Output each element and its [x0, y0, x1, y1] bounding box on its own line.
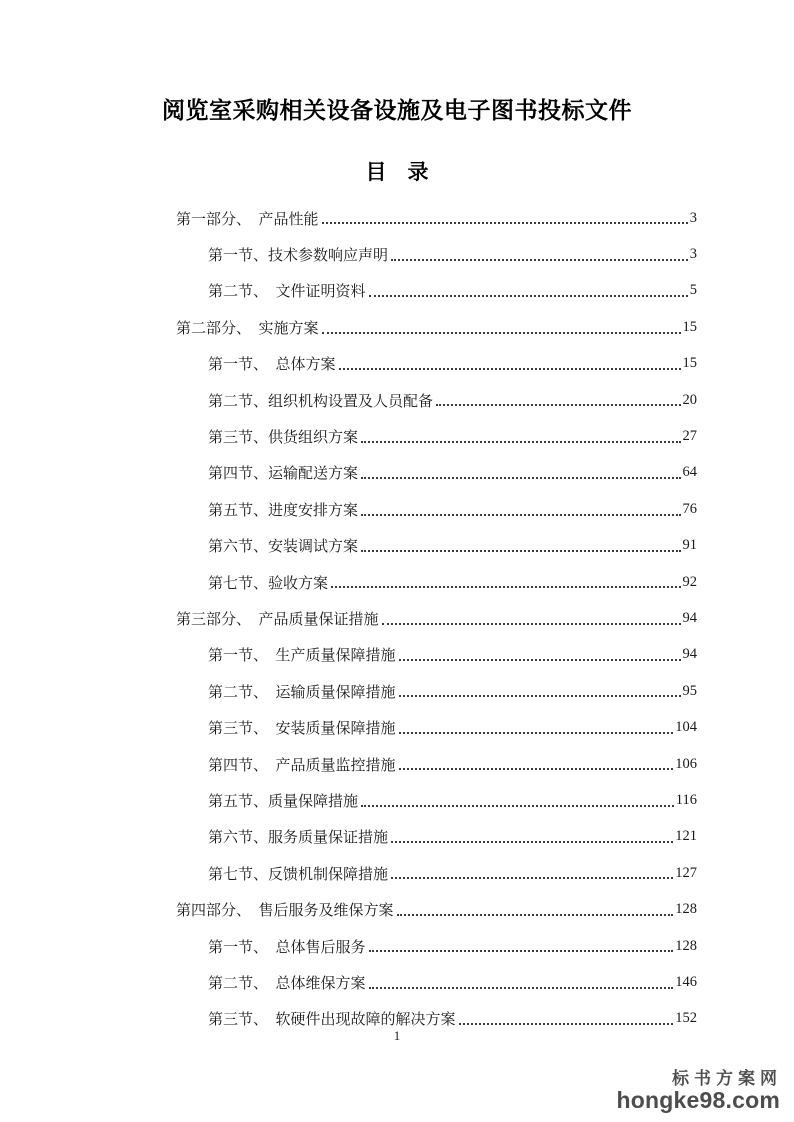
footer-page-number: 1 — [393, 1028, 401, 1043]
watermark — [617, 1070, 780, 1112]
dotted-leader — [369, 987, 674, 989]
toc-entry-label: 第四部分、 售后服务及维保方案 — [176, 903, 394, 920]
dotted-leader — [361, 514, 680, 516]
toc-entry[interactable] — [176, 346, 697, 382]
toc-entry[interactable] — [176, 236, 697, 272]
toc-entry[interactable] — [176, 746, 697, 782]
toc-entry[interactable] — [176, 455, 697, 491]
toc-entry-page-number: 20 — [682, 391, 697, 408]
dotted-leader — [331, 586, 680, 588]
toc-entry-page-number: 94 — [682, 609, 697, 626]
dotted-leader — [369, 950, 674, 952]
toc-entry[interactable] — [176, 855, 697, 891]
toc-entry-label: 第二节、 总体维保方案 — [208, 975, 366, 992]
toc-entry-page-number: 5 — [689, 282, 697, 299]
toc-entry-page-number: 127 — [675, 864, 697, 881]
dotted-leader — [391, 841, 673, 843]
toc-entry-page-number: 104 — [675, 719, 697, 736]
dotted-leader — [397, 914, 674, 916]
toc-entry-page-number: 152 — [675, 1010, 697, 1027]
toc-entry-page-number: 3 — [689, 209, 697, 226]
toc-entry-label: 第三部分、 产品质量保证措施 — [176, 611, 379, 628]
toc-entry-page-number: 94 — [682, 646, 697, 663]
toc-entry-label: 第四节、运输配送方案 — [208, 466, 359, 483]
toc-entry-page-number: 116 — [675, 791, 697, 808]
dotted-leader — [339, 368, 681, 370]
dotted-leader — [322, 222, 688, 224]
toc-entry-label: 第一节、 总体方案 — [208, 357, 336, 374]
dotted-leader — [361, 805, 674, 807]
dotted-leader — [391, 877, 673, 879]
toc-entry-label: 第一部分、 产品性能 — [176, 211, 319, 228]
dotted-leader — [361, 477, 680, 479]
toc-entry[interactable] — [176, 564, 697, 600]
toc-entry-label: 第五节、进度安排方案 — [208, 502, 359, 519]
toc-entry-label: 第七节、验收方案 — [208, 575, 329, 592]
toc-entry-label: 第一节、 总体售后服务 — [208, 939, 366, 956]
watermark-site-url: hongke98.com — [616, 1086, 780, 1113]
toc-entry[interactable] — [176, 709, 697, 745]
toc-entry[interactable] — [176, 200, 697, 236]
toc-entry[interactable] — [176, 528, 697, 564]
dotted-leader — [399, 659, 681, 661]
dotted-leader — [459, 1023, 674, 1025]
toc-entry-page-number: 128 — [675, 937, 697, 954]
dotted-leader — [399, 768, 674, 770]
dotted-leader — [391, 259, 688, 261]
toc-entry-page-number: 146 — [675, 973, 697, 990]
toc-entry-label: 第三节、 安装质量保障措施 — [208, 721, 396, 738]
toc-entry-label: 第一节、技术参数响应声明 — [208, 248, 389, 265]
toc-entry[interactable] — [176, 819, 697, 855]
toc-entry[interactable] — [176, 673, 697, 709]
toc-entry[interactable] — [176, 928, 697, 964]
document-title: 阅览室采购相关设备设施及电子图书投标文件 — [162, 97, 632, 123]
toc-entry-page-number: 128 — [675, 901, 697, 918]
toc-entry[interactable] — [176, 891, 697, 927]
dotted-leader — [399, 732, 674, 734]
toc-entry-page-number: 64 — [682, 464, 697, 481]
toc-entry[interactable] — [176, 382, 697, 418]
toc-entry[interactable] — [176, 309, 697, 345]
dotted-leader — [382, 623, 681, 625]
toc-entry-page-number: 15 — [682, 318, 697, 335]
toc-entry[interactable] — [176, 491, 697, 527]
toc-entry-label: 第三节、供货组织方案 — [208, 430, 359, 447]
toc-entry-label: 第四节、 产品质量监控措施 — [208, 757, 396, 774]
toc-entry[interactable] — [176, 964, 697, 1000]
toc-entry-page-number: 121 — [675, 828, 697, 845]
toc-entry[interactable] — [176, 418, 697, 454]
dotted-leader — [436, 404, 680, 406]
toc-entry-label: 第七节、反馈机制保障措施 — [208, 866, 389, 883]
toc-entry[interactable] — [176, 600, 697, 636]
toc-entry-label: 第六节、服务质量保证措施 — [208, 830, 389, 847]
watermark-site-name: 标书方案网 — [672, 1069, 782, 1089]
toc-entry-page-number: 106 — [675, 755, 697, 772]
table-of-contents — [176, 200, 697, 1037]
toc-entry-page-number: 76 — [682, 500, 697, 517]
toc-entry-label: 第五节、质量保障措施 — [208, 793, 359, 810]
dotted-leader — [361, 550, 680, 552]
toc-entry-page-number: 91 — [682, 537, 697, 554]
toc-entry-label: 第二部分、 实施方案 — [176, 320, 319, 337]
toc-entry-page-number: 3 — [689, 246, 697, 263]
toc-entry[interactable] — [176, 782, 697, 818]
dotted-leader — [322, 332, 681, 334]
toc-entry-label: 第三节、 软硬件出现故障的解决方案 — [208, 1012, 456, 1029]
toc-entry[interactable] — [176, 273, 697, 309]
toc-entry-label: 第一节、 生产质量保障措施 — [208, 648, 396, 665]
dotted-leader — [399, 695, 681, 697]
toc-heading: 目 录 — [365, 160, 429, 184]
toc-entry-page-number: 92 — [682, 573, 697, 590]
dotted-leader — [361, 441, 680, 443]
toc-entry-label: 第六节、安装调试方案 — [208, 539, 359, 556]
toc-entry-page-number: 27 — [682, 428, 697, 445]
toc-entry-page-number: 95 — [682, 682, 697, 699]
dotted-leader — [369, 295, 688, 297]
toc-entry-label: 第二节、 运输质量保障措施 — [208, 684, 396, 701]
toc-entry-page-number: 15 — [682, 355, 697, 372]
toc-entry[interactable] — [176, 637, 697, 673]
toc-entry-label: 第二节、 文件证明资料 — [208, 284, 366, 301]
toc-entry-label: 第二节、组织机构设置及人员配备 — [208, 393, 434, 410]
